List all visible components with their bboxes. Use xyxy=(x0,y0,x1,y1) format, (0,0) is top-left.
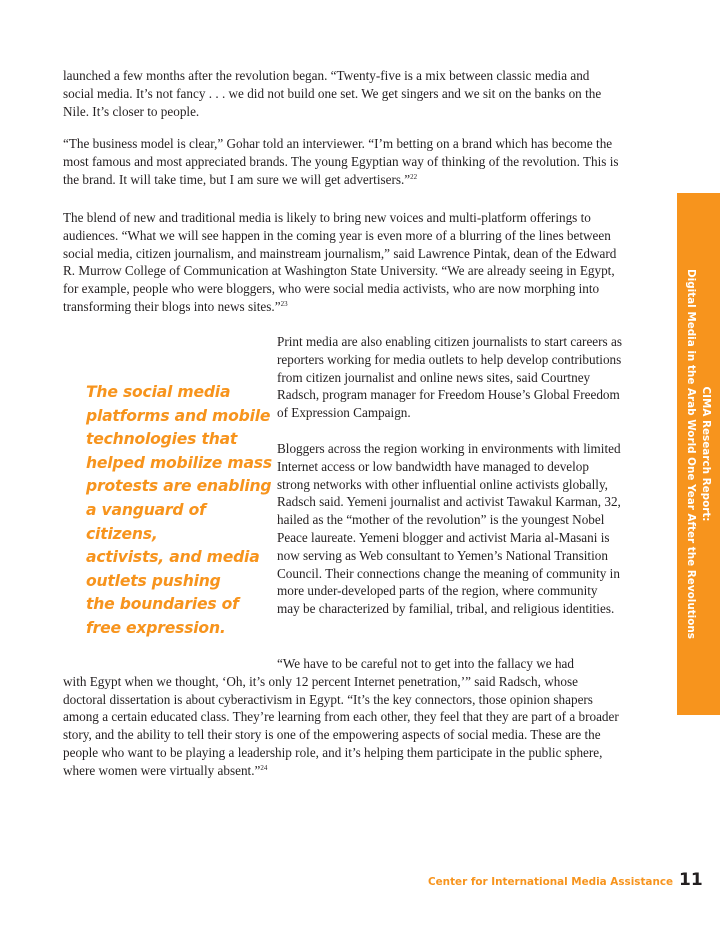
pull-quote xyxy=(86,381,276,641)
pull-quote-line: activists, and media xyxy=(86,548,260,567)
footnote-ref-24: 24 xyxy=(260,763,268,772)
pull-quote-line: the boundaries of xyxy=(86,595,239,614)
footer-organization: Center for International Media Assistance xyxy=(428,876,674,888)
pull-quote-line: The social media xyxy=(86,383,231,401)
side-tab-report-subtitle: Digital Media in the Arab World One Year After the Revolutions xyxy=(685,269,697,639)
paragraph-4: Print media are also enabling citizen journalists to start careers as reporters working for media outlets to help develop contributions from citizen journalist and online news sites, said Courtney Radsch, program manager for Freedom House’s Global Freedom of Expression Campaign. xyxy=(277,334,622,421)
paragraph-3-text: The blend of new and traditional media is likely to bring new voices and multi-platform offerings to audiences. “What we will see happen in the coming year is even more of a blurring of the lines between social media, citizen journalism, and mainstream journalism,” said Lawrence Pintak, dean of the Edward R. Murrow College of Communication at Washington State University. “We are already seeing in Egypt, for example, people who were bloggers, who were social media activists, who are now morphing into transforming their blogs into news sites.” xyxy=(63,210,617,314)
footnote-ref-22: 22 xyxy=(410,172,418,181)
pull-quote-line: free expression. xyxy=(86,618,226,637)
report-side-tab xyxy=(677,193,720,715)
side-tab-report-title: CIMA Research Report: xyxy=(700,386,712,522)
paragraph-2 xyxy=(63,135,623,188)
right-column-text xyxy=(277,333,623,618)
paragraph-6-first-line: “We have to be careful not to get into the fallacy we had xyxy=(277,656,574,671)
paragraph-1: launched a few months after the revolution began. “Twenty-five is a mix between classic media and social media. It’s not fancy . . . we did not build one set. We get singers and we sit on the banks on the Nile. It’s closer to people. xyxy=(63,68,602,119)
side-tab-text xyxy=(683,193,713,715)
pull-quote-line: platforms and mobile xyxy=(86,406,271,425)
paragraph-6 xyxy=(63,655,623,780)
pull-quote-line: outlets pushing xyxy=(86,571,221,590)
footnote-ref-23: 23 xyxy=(280,299,288,308)
paragraph-2-text: “The business model is clear,” Gohar told an interviewer. “I’m betting on a brand which has become the most famous and most appreciated brands. The young Egyptian way of thinking of the revolution. This is the brand. It will take time, but I am sure we will get advertisers.” xyxy=(63,136,619,187)
page-number: 11 xyxy=(679,870,703,890)
paragraph-3 xyxy=(63,209,623,316)
paragraph-5: Bloggers across the region working in environments with limited Internet access or low bandwidth have managed to develop strong networks with other influential online activists globally, Radsch said. Yemeni journalist and activist Tawakul Karman, 32, hailed as the “mother of the revolution” is the youngest Nobel Peace laureate. Yemeni blogger and activist Maria al-Masani is now serving as Web consultant to Yemen’s National Transition Council. Their connections change the meaning of community in more under-developed parts of the region, where community may be characterized by familial, tribal, and religious identities. xyxy=(277,440,621,617)
pull-quote-line: protests are enabling xyxy=(86,477,272,496)
pull-quote-line: a vanguard of citizens, xyxy=(86,500,206,543)
pull-quote-line: technologies that xyxy=(86,430,238,449)
pull-quote-line: helped mobilize mass xyxy=(86,453,272,472)
paragraph-6-text: with Egypt when we thought, ‘Oh, it’s only 12 percent Internet penetration,’” said Radsch, whose doctoral dissertation is about cyberactivism in Egypt. “It’s the key connectors, those opinion shapers among a certain educated class. They’re learning from each other, they feel that they are part of a broader story, and the ability to tell their story is one of the empowering aspects of social media. These are the people who want to be playing a leadership role, and it’s helping them participate in the public sphere, where women were virtually absent.” xyxy=(63,673,619,778)
